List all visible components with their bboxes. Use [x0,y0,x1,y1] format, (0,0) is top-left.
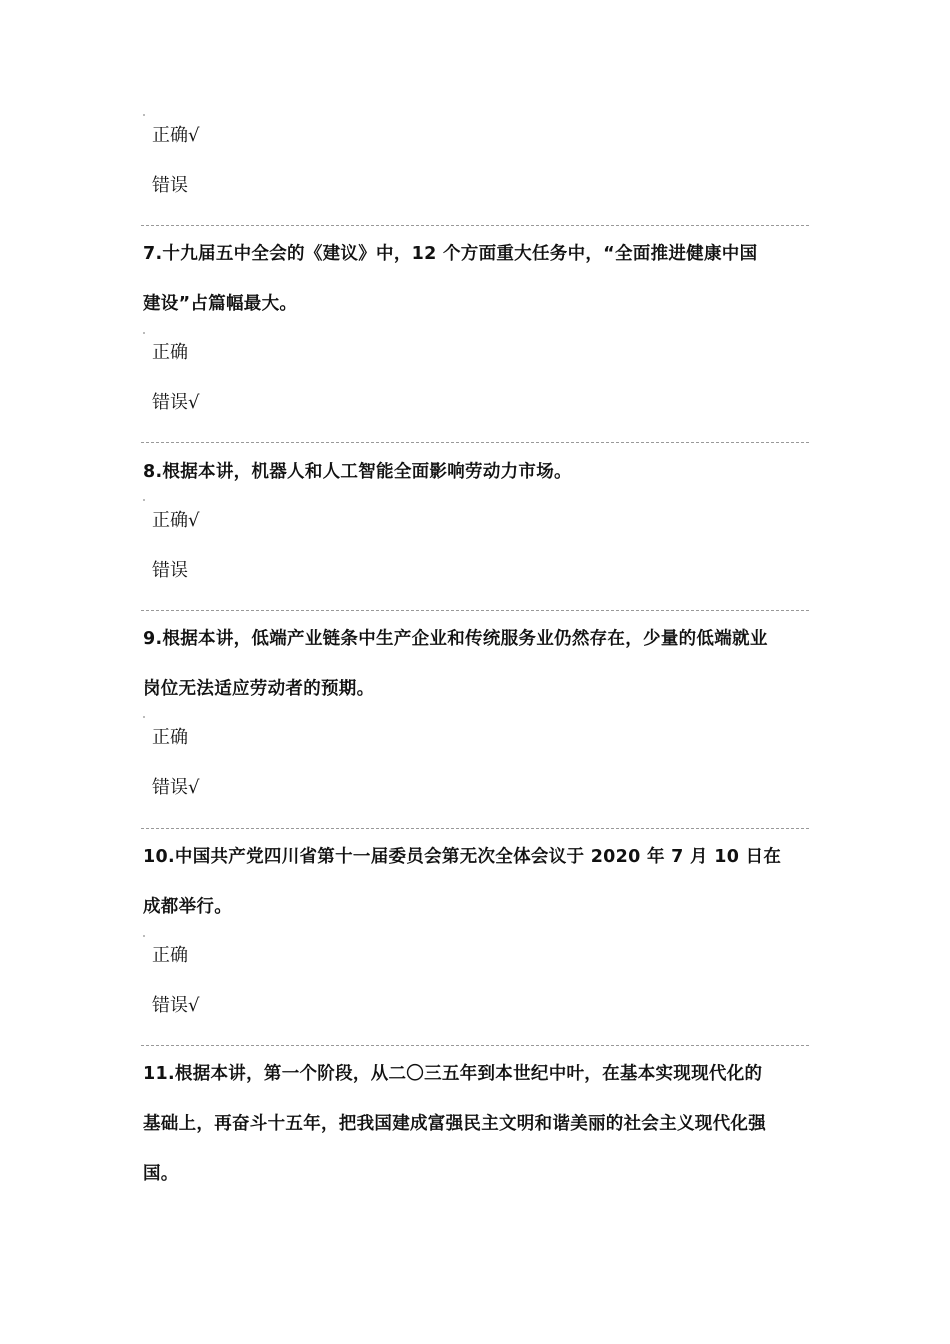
option-correct[interactable]: 正确√ [152,510,200,531]
dashed-divider [141,225,809,226]
question-line: 成都举行。 [143,897,232,917]
bullet-marker [143,499,145,501]
question-line: 8.根据本讲，机器人和人工智能全面影响劳动力市场。 [143,462,572,482]
option-wrong[interactable]: 错误√ [152,392,200,413]
option-wrong[interactable]: 错误√ [152,777,200,798]
question-9-text [143,614,811,714]
bullet-marker [143,332,145,334]
question-line: 基础上，再奋斗十五年，把我国建成富强民主文明和谐美丽的社会主义现代化强 [143,1114,766,1134]
option-wrong[interactable]: 错误 [152,560,188,581]
option-correct[interactable]: 正确√ [152,125,200,146]
bullet-marker [143,935,145,937]
question-line: 建设”占篇幅最大。 [143,294,298,314]
option-wrong[interactable]: 错误√ [152,995,200,1016]
question-8-text [143,447,811,497]
option-correct[interactable]: 正确 [152,945,188,966]
dashed-divider [141,1045,809,1046]
dashed-divider [141,442,809,443]
option-wrong[interactable]: 错误 [152,175,188,196]
question-7-text [143,229,811,329]
question-line: 7.十九届五中全会的《建议》中，12 个方面重大任务中，“全面推进健康中国 [143,244,758,264]
dashed-divider [141,610,809,611]
question-line: 9.根据本讲，低端产业链条中生产企业和传统服务业仍然存在，少量的低端就业 [143,629,768,649]
question-11-text [143,1049,811,1199]
option-correct[interactable]: 正确 [152,342,188,363]
question-line: 11.根据本讲，第一个阶段，从二〇三五年到本世纪中叶，在基本实现现代化的 [143,1064,763,1084]
question-10-text [143,832,811,932]
bullet-marker [143,114,145,116]
question-line: 岗位无法适应劳动者的预期。 [143,679,375,699]
option-correct[interactable]: 正确 [152,727,188,748]
question-line: 国。 [143,1164,179,1184]
dashed-divider [141,828,809,829]
question-line: 10.中国共产党四川省第十一届委员会第无次全体会议于 2020 年 7 月 10 日在 [143,847,782,867]
bullet-marker [143,716,145,718]
